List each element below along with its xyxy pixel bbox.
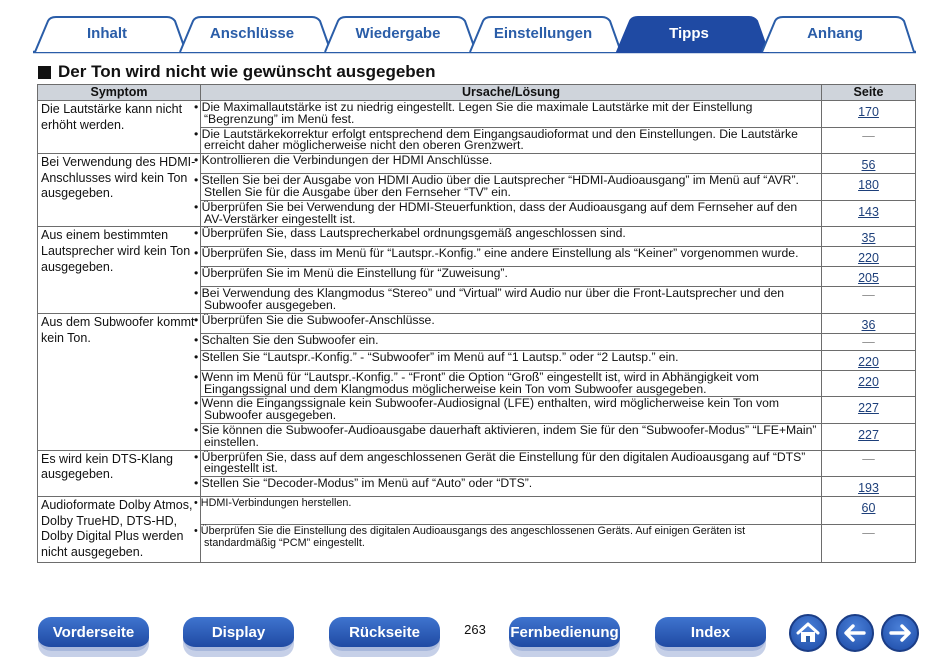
bullet-icon: • bbox=[194, 126, 202, 141]
bullet-icon: • bbox=[194, 226, 202, 241]
previous-page-button[interactable] bbox=[836, 614, 874, 652]
cause-text: Die Lautstärkekorrektur erfolgt entsprechend dem Eingangsaudioformat und den Einstellungen. Die Lautstärke erreicht daher möglicherweise nicht den oberen Grenzwert. bbox=[201, 126, 798, 153]
troubleshooting-table bbox=[37, 84, 916, 563]
symptom-cell: Die Lautstärke kann nicht erhöht werden. bbox=[38, 101, 201, 154]
page-number: 263 bbox=[464, 622, 486, 637]
bullet-icon: • bbox=[194, 525, 201, 538]
page-cell bbox=[822, 450, 916, 477]
table-row bbox=[38, 101, 916, 128]
cause-cell bbox=[194, 226, 822, 247]
bullet-icon: • bbox=[194, 422, 202, 437]
cause-text: Kontrollieren die Verbindungen der HDMI Anschlüsse. bbox=[201, 153, 493, 168]
cause-cell bbox=[194, 199, 822, 227]
cause-text: Überprüfen Sie, dass Lautsprecherkabel ordnungsgemäß angeschlossen sind. bbox=[201, 226, 626, 241]
nav-button-remote-control[interactable]: Fernbedienung bbox=[509, 617, 620, 651]
page-cell bbox=[822, 174, 916, 201]
cause-cell bbox=[194, 422, 822, 450]
tab-einstellungen[interactable]: Einstellungen bbox=[493, 25, 593, 42]
bullet-icon: • bbox=[194, 246, 202, 261]
cause-text: Überprüfen Sie die Einstellung des digitalen Audioausgangs des angeschlossenen Geräts. Auf einigen Geräten ist standardmäßig “PCM” eingestellt. bbox=[200, 525, 746, 550]
page-cell bbox=[822, 267, 916, 287]
cause-cell bbox=[194, 449, 822, 477]
cause-cell bbox=[194, 266, 822, 287]
bullet-icon: • bbox=[194, 286, 202, 301]
page-link[interactable]: 56 bbox=[861, 158, 876, 173]
page-link[interactable]: 220 bbox=[858, 374, 879, 389]
table-row bbox=[38, 313, 916, 333]
page-dash: — bbox=[862, 288, 875, 303]
bullet-icon: • bbox=[194, 449, 202, 464]
cause-text: Stellen Sie “Lautspr.-Konfig.” - “Subwoofer” im Menü auf “1 Lautsp.” oder “2 Lautsp.” ein. bbox=[201, 349, 679, 364]
cause-cell bbox=[194, 497, 822, 525]
cause-cell bbox=[194, 153, 822, 174]
square-bullet-icon bbox=[38, 66, 51, 79]
table-header-row bbox=[38, 85, 916, 101]
page-cell bbox=[822, 525, 916, 562]
page-link[interactable]: 227 bbox=[858, 427, 879, 442]
tab-inhalt[interactable]: Inhalt bbox=[87, 25, 127, 42]
page-link[interactable]: 205 bbox=[858, 271, 879, 286]
cause-cell bbox=[194, 126, 822, 154]
home-icon bbox=[791, 616, 825, 650]
cause-cell bbox=[194, 246, 822, 267]
cause-text: Sie können die Subwoofer-Audioausgabe dauerhaft aktivieren, indem Sie für den “Subwoofer-Modus” “LFE+Main” einstellen. bbox=[201, 422, 817, 449]
page-cell bbox=[822, 154, 916, 174]
symptom-cell: Aus einem bestimmten Lautsprecher wird kein Ton ausgegeben. bbox=[38, 227, 201, 314]
bullet-icon: • bbox=[194, 497, 201, 510]
page-link[interactable]: 36 bbox=[861, 317, 876, 332]
bullet-icon: • bbox=[194, 349, 202, 364]
page-cell bbox=[822, 370, 916, 397]
page-link[interactable]: 60 bbox=[861, 501, 876, 516]
page-cell bbox=[822, 200, 916, 227]
page-cell bbox=[822, 127, 916, 154]
bullet-icon: • bbox=[194, 266, 202, 281]
bullet-icon: • bbox=[194, 312, 202, 327]
cause-cell bbox=[194, 173, 822, 201]
cause-text: Schalten Sie den Subwoofer ein. bbox=[201, 332, 379, 347]
page-link[interactable]: 170 bbox=[858, 105, 879, 119]
tab-anschluesse[interactable]: Anschlüsse bbox=[209, 25, 295, 42]
page-dash: — bbox=[862, 451, 875, 466]
section-heading bbox=[38, 61, 436, 83]
page-cell bbox=[822, 497, 916, 525]
cause-text: Überprüfen Sie die Subwoofer-Anschlüsse. bbox=[201, 312, 435, 327]
page-cell bbox=[822, 247, 916, 267]
column-header-symptom: Symptom bbox=[38, 85, 201, 101]
page-link[interactable]: 220 bbox=[858, 251, 879, 266]
cause-text: HDMI-Verbindungen herstellen. bbox=[200, 497, 352, 510]
bullet-icon: • bbox=[194, 476, 202, 491]
cause-text: Überprüfen Sie, dass auf dem angeschlossenen Gerät die Einstellung für den digitalen Audioausgang auf “DTS” eingestellt ist. bbox=[201, 449, 806, 476]
cause-text: Bei Verwendung des Klangmodus “Stereo” und “Virtual” wird Audio nur über die Front-Lautsprecher und den Subwoofer ausgegeben. bbox=[201, 286, 785, 313]
page-cell bbox=[822, 287, 916, 314]
cause-text: Überprüfen Sie im Menü die Einstellung für “Zuweisung”. bbox=[201, 266, 508, 281]
bullet-icon: • bbox=[194, 153, 202, 168]
arrow-right-icon bbox=[883, 616, 917, 650]
cause-text: Wenn im Menü für “Lautspr.-Konfig.” - “Front” die Option “Groß” eingestellt ist, wird in Abhängigkeit vom Eingangssignal und dem Klangmodus möglicherweise kein Ton vom Subwoofer ausgegeben. bbox=[201, 369, 759, 396]
page-link[interactable]: 227 bbox=[858, 401, 879, 416]
page-title: Der Ton wird nicht wie gewünscht ausgegeben bbox=[58, 62, 436, 81]
column-header-cause: Ursache/Lösung bbox=[201, 85, 822, 101]
page-dash: — bbox=[862, 526, 875, 541]
bullet-icon: • bbox=[194, 100, 202, 114]
bullet-icon: • bbox=[194, 369, 202, 384]
table-row bbox=[38, 450, 916, 477]
page-dash: — bbox=[862, 334, 875, 349]
page-dash: — bbox=[862, 128, 875, 143]
page-cell bbox=[822, 350, 916, 370]
page-cell bbox=[822, 101, 916, 128]
table-row bbox=[38, 497, 916, 525]
bullet-icon: • bbox=[194, 332, 202, 347]
nav-button-index[interactable]: Index bbox=[655, 617, 766, 651]
table-row bbox=[38, 154, 916, 174]
nav-button-rear-panel[interactable]: Rückseite bbox=[329, 617, 440, 651]
cause-cell bbox=[194, 396, 822, 424]
cause-cell bbox=[194, 312, 822, 333]
cause-cell bbox=[194, 286, 822, 314]
tab-anhang[interactable]: Anhang bbox=[807, 25, 863, 42]
page-cell bbox=[822, 313, 916, 333]
cause-cell bbox=[194, 369, 822, 397]
cause-text: Überprüfen Sie bei Verwendung der HDMI-Steuerfunktion, dass der Audioausgang auf dem Fernseher auf den AV-Verstärker eingestellt ist. bbox=[201, 199, 798, 226]
page-link[interactable]: 220 bbox=[858, 354, 879, 369]
symptom-cell: Audioformate Dolby Atmos, Dolby TrueHD, DTS-HD, Dolby Digital Plus werden nicht ausgegeben. bbox=[38, 497, 201, 562]
cause-cell bbox=[194, 476, 822, 497]
tab-tipps[interactable]: Tipps bbox=[669, 25, 709, 42]
home-button[interactable] bbox=[789, 614, 827, 652]
page-cell bbox=[822, 333, 916, 350]
page-cell bbox=[822, 423, 916, 450]
cause-text: Stellen Sie “Decoder-Modus” im Menü auf “Auto” oder “DTS”. bbox=[201, 476, 533, 491]
page-link[interactable]: 193 bbox=[858, 481, 879, 496]
page-cell bbox=[822, 227, 916, 247]
table-body bbox=[38, 101, 916, 563]
page-link[interactable]: 143 bbox=[858, 204, 879, 219]
symptom-cell: Aus dem Subwoofer kommt kein Ton. bbox=[38, 313, 201, 450]
table-row bbox=[38, 227, 916, 247]
bullet-icon: • bbox=[194, 199, 202, 214]
cause-cell bbox=[194, 100, 822, 128]
nav-button-front-panel[interactable]: Vorderseite bbox=[38, 617, 149, 651]
cause-text: Die Maximallautstärke ist zu niedrig eingestellt. Legen Sie die maximale Lautstärke mit der Einstellung “Begrenzung” im Menü fest. bbox=[201, 100, 753, 126]
page-cell bbox=[822, 397, 916, 424]
page-cell bbox=[822, 477, 916, 497]
cause-text: Überprüfen Sie, dass im Menü für “Lautspr.-Konfig.” eine andere Einstellung als “Keiner” vorgenommen wurde. bbox=[201, 246, 799, 261]
symptom-cell: Es wird kein DTS-Klang ausgegeben. bbox=[38, 450, 201, 497]
column-header-page: Seite bbox=[822, 85, 916, 101]
symptom-cell: Bei Verwendung des HDMI-Anschlusses wird kein Ton ausgegeben. bbox=[38, 154, 201, 227]
cause-cell bbox=[194, 349, 822, 370]
bullet-icon: • bbox=[194, 396, 202, 411]
page-link[interactable]: 180 bbox=[858, 178, 879, 193]
arrow-left-icon bbox=[838, 616, 872, 650]
cause-cell bbox=[194, 525, 822, 562]
cause-text: Stellen Sie bei der Ausgabe von HDMI Audio über die Lautsprecher “HDMI-Audioausgang” im Menü auf “AVR”. Stellen Sie für die Ausgabe über den Fernseher “TV” ein. bbox=[201, 173, 799, 199]
bullet-icon: • bbox=[194, 173, 202, 188]
cause-cell bbox=[194, 332, 822, 350]
cause-text: Wenn die Eingangssignale kein Subwoofer-Audiosignal (LFE) enthalten, wird möglicherweise kein Ton vom Subwoofer ausgegeben. bbox=[201, 396, 780, 423]
nav-button-display[interactable]: Display bbox=[183, 617, 294, 651]
page-link[interactable]: 35 bbox=[861, 231, 876, 246]
chapter-tabs bbox=[0, 0, 950, 56]
next-page-button[interactable] bbox=[881, 614, 919, 652]
tab-wiedergabe[interactable]: Wiedergabe bbox=[355, 25, 441, 42]
